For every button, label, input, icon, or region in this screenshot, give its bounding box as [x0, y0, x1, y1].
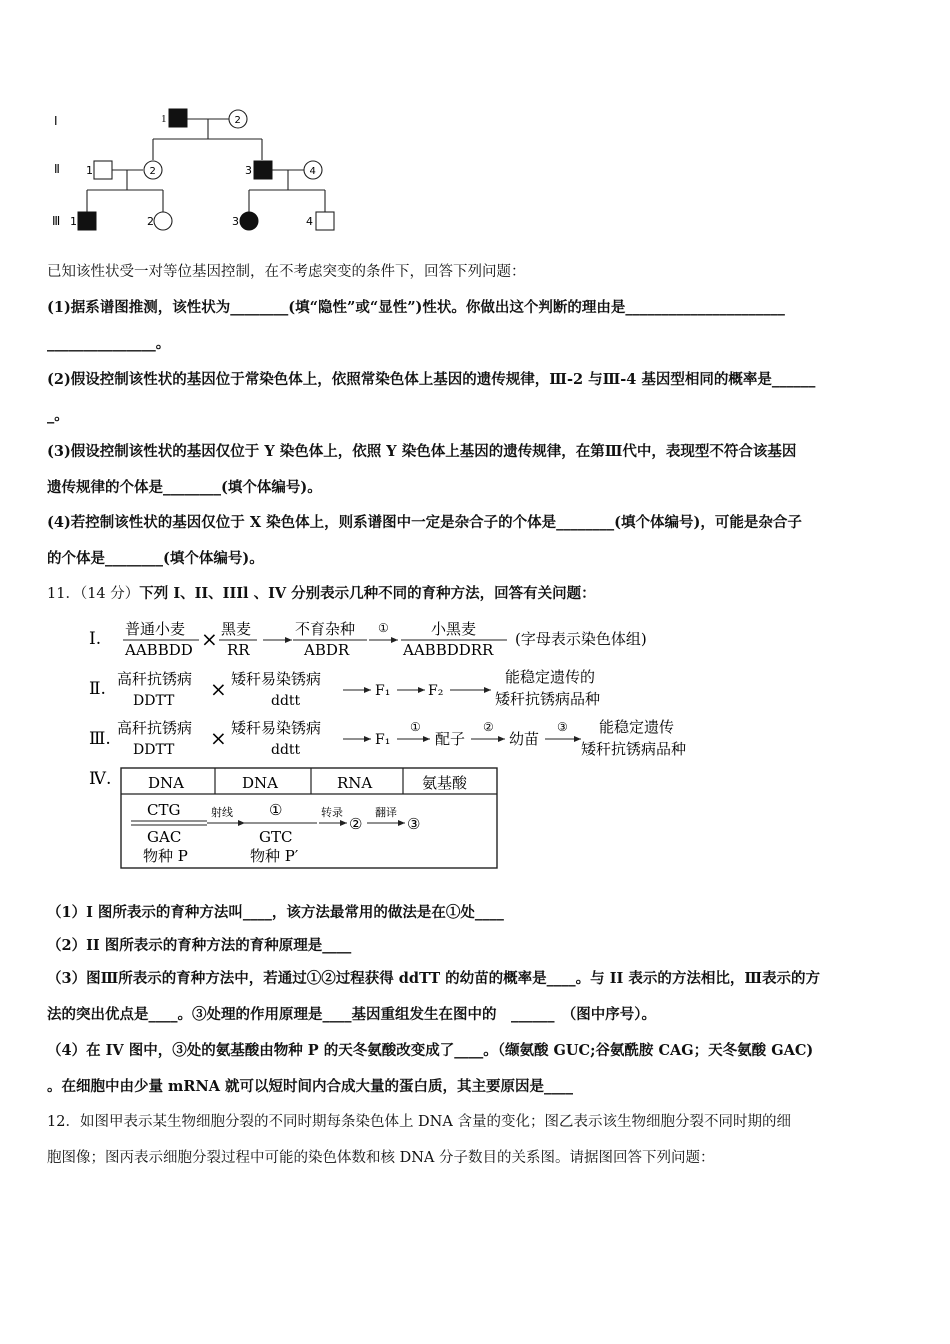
generation-label: Ⅱ — [54, 162, 60, 176]
table-header: 氨基酸 — [422, 774, 468, 792]
q12-line2: 胞图像；图丙表示细胞分裂过程中可能的染色体数和核 DNA 分子数目的关系图。请据图回答下列问题： — [47, 1150, 715, 1166]
hybrid-label: 不育杂种 — [295, 620, 356, 638]
genotype-label: ddtt — [271, 742, 301, 758]
q11-sub4-line1: （4）在 IV 图中，③处的氨基酸由物种 P 的天冬氨酸改变成了____。（缬氨酸 GUC;谷氨酰胺 CAG；天冬氨酸 GAC) — [47, 1042, 814, 1059]
pedigree-chart — [40, 98, 360, 238]
individual-number: 2 — [147, 215, 154, 228]
step-number: ③ — [407, 815, 421, 833]
codon-label: CTG — [147, 801, 181, 819]
q11-sub1: （1）I 图所表示的育种方法叫____，该方法最常用的做法是在①处____ — [47, 904, 504, 921]
table-header: DNA — [242, 774, 278, 792]
q11-sub3-line2: 法的突出优点是____。③处理的作用原理是____基因重组发生在图中的 ______ （图中序号）。 — [47, 1006, 656, 1023]
cross-symbol: × — [210, 726, 227, 750]
q10-part1-line1: (1)据系谱图推测，该性状为________(填“隐性”或“显性”)性状。你做出这个判断的理由是______________________ — [47, 299, 785, 316]
species-label: 物种 P — [143, 847, 188, 865]
radiation-label: 射线 — [211, 806, 233, 819]
q10-part2-line1: (2)假设控制该性状的基因位于常染色体上，依照常染色体上基因的遗传规律，Ⅲ-2 与Ⅲ-4 基因型相同的概率是______ — [47, 371, 816, 388]
genome-label: AABBDD — [125, 641, 193, 659]
gamete-label: 配子 — [435, 730, 466, 748]
figure-note: (字母表示染色体组) — [515, 630, 647, 648]
cross-symbol: × — [201, 627, 218, 651]
individual-number: 1 — [86, 164, 93, 177]
question-number: 11．（14 分） — [47, 586, 140, 602]
genome-label: ABDR — [304, 641, 350, 659]
individual-number: 4 — [306, 215, 313, 228]
cross-symbol: × — [210, 677, 227, 701]
codon-label: GTC — [259, 828, 293, 846]
row-roman-4: Ⅳ. — [89, 769, 112, 789]
unaffected-male-symbol — [316, 212, 334, 230]
row-roman-1: Ⅰ. — [89, 629, 102, 649]
q11-sub4-line2: 。在细胞中由少量 mRNA 就可以短时间内合成大量的蛋白质，其主要原因是____ — [47, 1078, 573, 1095]
q11-sub2: （2）II 图所表示的育种方法的育种原理是____ — [47, 937, 352, 954]
q10-part3-line1: (3)假设控制该性状的基因仅位于 Y 染色体上，依照 Y 染色体上基因的遗传规律，在第Ⅲ代中，表现型不符合该基因 — [47, 443, 797, 460]
unaffected-female-symbol — [154, 212, 172, 230]
parent-label: 黑麦 — [221, 620, 252, 638]
individual-number: 3 — [232, 215, 239, 228]
q10-part4-line2: 的个体是________(填个体编号)。 — [47, 550, 264, 567]
row-roman-2: Ⅱ. — [89, 679, 106, 699]
f1-label: F₁ — [375, 683, 391, 699]
result-label: 能稳定遗传的 — [505, 668, 596, 686]
f1-label: F₁ — [375, 732, 391, 748]
step-number: ① — [269, 801, 283, 819]
codon-label: GAC — [147, 828, 182, 846]
individual-number: 1 — [70, 215, 77, 228]
step-number: ② — [483, 720, 494, 734]
seedling-label: 幼苗 — [509, 730, 540, 748]
affected-female-symbol — [240, 212, 258, 230]
q11-stem — [47, 582, 596, 603]
individual-number: 3 — [245, 164, 252, 177]
q11-stem-text: 下列 I、II、IIIl 、IV 分别表示几种不同的育种方法，回答有关问题： — [139, 585, 596, 602]
q10-part1-line2: _______________。 — [47, 335, 171, 352]
row-roman-3: Ⅲ. — [89, 729, 111, 749]
affected-male-symbol — [78, 212, 96, 230]
genotype-label: DDTT — [133, 742, 175, 758]
result-label: 矮秆抗锈病品种 — [581, 740, 687, 758]
translation-label: 翻译 — [375, 806, 397, 819]
parent-label: 高秆抗锈病 — [117, 670, 193, 688]
table-header: DNA — [148, 774, 184, 792]
q10-part3-line2: 遗传规律的个体是________(填个体编号)。 — [47, 479, 322, 496]
individual-number: 4 — [309, 166, 316, 177]
result-label: 能稳定遗传 — [599, 718, 675, 736]
table-header: RNA — [337, 774, 373, 792]
genome-label: RR — [227, 641, 250, 659]
q10-intro: 已知该性状受一对等位基因控制，在不考虑突变的条件下，回答下列问题： — [47, 264, 526, 280]
step-number: ② — [349, 815, 363, 833]
species-label: 物种 P′ — [250, 847, 299, 865]
genome-label: AABBDDRR — [403, 641, 494, 659]
step-number: ① — [410, 720, 421, 734]
individual-number: 2 — [149, 166, 156, 177]
step-number: ① — [378, 621, 389, 635]
q10-part4-line1: (4)若控制该性状的基因仅位于 X 染色体上，则系谱图中一定是杂合子的个体是________(填个体编号)，可能是杂合子 — [47, 514, 802, 531]
generation-label: Ⅰ — [54, 114, 58, 128]
individual-number: 1 — [161, 113, 167, 125]
parent-label: 矮秆易染锈病 — [231, 719, 322, 737]
result-label: 小黑麦 — [431, 620, 477, 638]
parent-label: 普通小麦 — [125, 620, 186, 638]
genotype-label: DDTT — [133, 693, 175, 709]
breeding-methods-figure — [85, 612, 725, 874]
q12-line1: 12．如图甲表示某生物细胞分裂的不同时期每条染色体上 DNA 含量的变化；图乙表示该生物细胞分裂不同时期的细 — [47, 1114, 791, 1130]
result-label: 矮秆抗锈病品种 — [495, 690, 601, 708]
genotype-label: ddtt — [271, 693, 301, 709]
affected-male-symbol — [169, 109, 187, 127]
individual-number: 2 — [234, 115, 241, 126]
parent-label: 矮秆易染锈病 — [231, 670, 322, 688]
affected-male-symbol — [254, 161, 272, 179]
step-number: ③ — [557, 720, 568, 734]
unaffected-male-symbol — [94, 161, 112, 179]
generation-label: Ⅲ — [52, 214, 61, 228]
transcription-label: 转录 — [321, 806, 343, 819]
q11-sub3-line1: （3）图Ⅲ所表示的育种方法中，若通过①②过程获得 ddTT 的幼苗的概率是____。与 II 表示的方法相比，Ⅲ表示的方 — [47, 970, 820, 987]
parent-label: 高秆抗锈病 — [117, 719, 193, 737]
f2-label: F₂ — [428, 683, 444, 699]
q10-part2-line2: _。 — [47, 407, 69, 424]
